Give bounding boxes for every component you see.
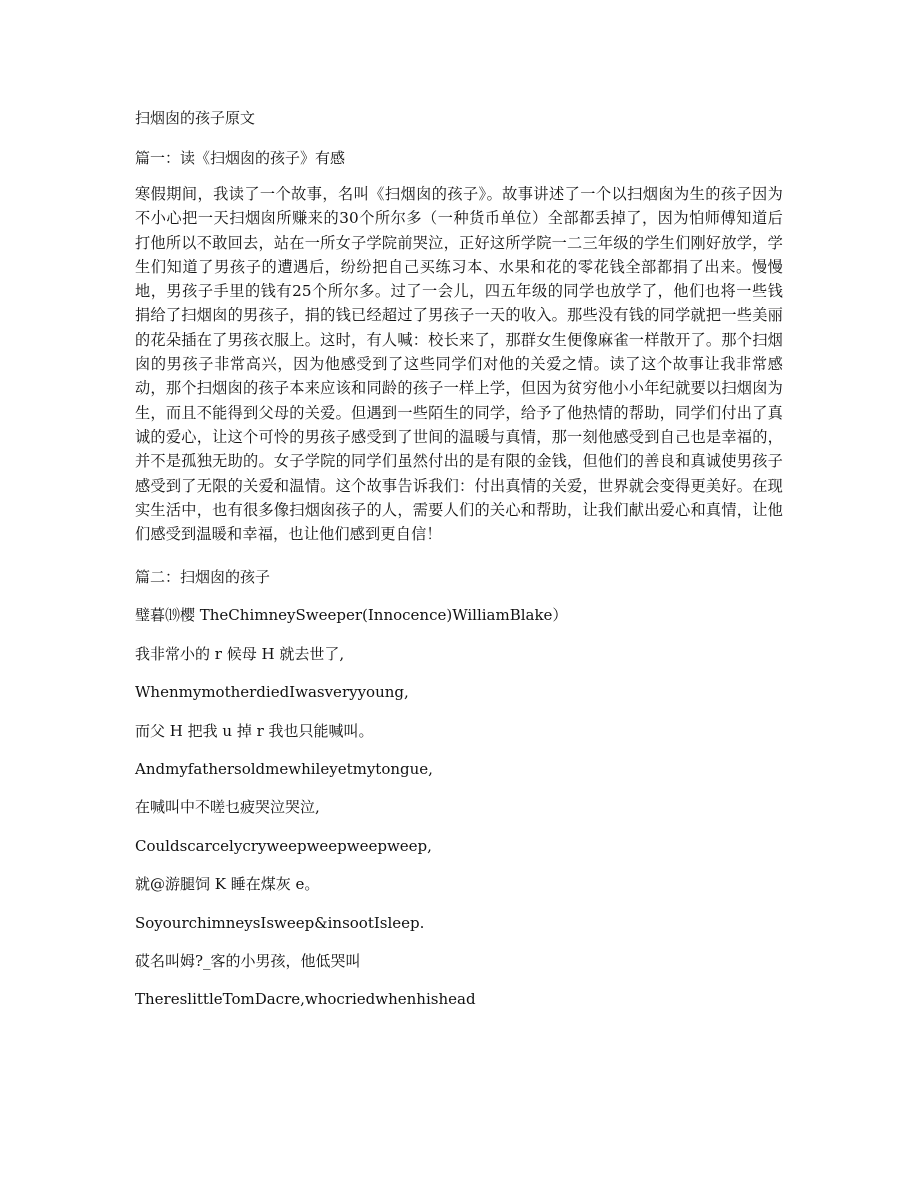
document-body bbox=[135, 106, 783, 1026]
part-two-heading: 篇二：扫烟囱的孩子 bbox=[135, 568, 271, 587]
poem-line: 在喊叫中不嗟乜疲哭泣哭泣, bbox=[135, 798, 320, 817]
poem-line: 而父 H 把我 u 掉 r 我也只能喊叫。 bbox=[135, 721, 374, 740]
poem-line: SoyourchimneysIsweep&insootIsleep. bbox=[135, 913, 425, 932]
poem-line: 璧暮⒆樱 TheChimneySweeper(Innocence)WilliamBlake） bbox=[135, 606, 568, 625]
poem-line: WhenmymotherdiedIwasveryyoung, bbox=[135, 683, 409, 702]
poem-line: Couldscarcelycryweepweepweepweep, bbox=[135, 836, 432, 855]
poem-line: 砹名叫姆?_客的小男孩，他低哭叫 bbox=[135, 951, 361, 970]
poem-line: ThereslittleTomDacre,whocriedwhenhishead bbox=[135, 990, 476, 1009]
poem-line: 就@游腿饲 K 睡在煤灰 e。 bbox=[135, 875, 320, 894]
part-one-heading: 篇一：读《扫烟囱的孩子》有感 bbox=[135, 149, 346, 167]
poem-line: Andmyfathersoldmewhileyetmytongue, bbox=[135, 760, 433, 779]
poem-line: 我非常小的 r 候母 H 就去世了, bbox=[135, 644, 345, 663]
part-one-paragraph: 寒假期间，我读了一个故事，名叫《扫烟囱的孩子》。故事讲述了一个以扫烟囱为生的孩子因为不小心把一天扫烟囱所赚来的30个所尔多（一种货币单位）全部都丢掉了，因为怕师傅知道后打他所以不敢回去，站在一所女子学院前哭泣，正好这所学院一二三年级的学生们刚好放学，学生们知道了男孩子的遭遇后，纷纷把自己买练习本、水果和花的零花钱全部都捐了出来。慢慢地，男孩子手里的钱有25个所尔多。过了一会儿，四五年级的同学也放学了，他们也将一些钱捐给了扫烟囱的男孩子，捐的钱已经超过了男孩子一天的收入。那些没有钱的同学就把一些美丽的花朵插在了男孩衣服上。这时，有人喊：校长来了，那群女生便像麻雀一样散开了。那个扫烟囱的男孩子非常高兴，因为他感受到了这些同学们对他的关爱之情。读了这个故事让我非常感动，那个扫烟囱的孩子本来应该和同龄的孩子一样上学，但因为贫穷他小小年纪就要以扫烟囱为生，而且不能得到父母的关爱。但遇到一些陌生的同学，给予了他热情的帮助，同学们付出了真诚的爱心，让这个可怜的男孩子感受到了世间的温暖与真情，那一刻他感受到自己也是幸福的，并不是孤独无助的。女子学院的同学们虽然付出的是有限的金钱，但他们的善良和真诚使男孩子感受到了无限的关爱和温情。这个故事告诉我们：付出真情的关爱，世界就会变得更美好。在现实生活中，也有很多像扫烟囱孩子的人，需要人们的关心和帮助，让我们献出爱心和真情，让他们感受到温暖和幸福，也让他们感到更自信！ bbox=[135, 185, 783, 544]
document-title: 扫烟囱的孩子原文 bbox=[135, 109, 256, 127]
poem-block bbox=[135, 603, 783, 1011]
